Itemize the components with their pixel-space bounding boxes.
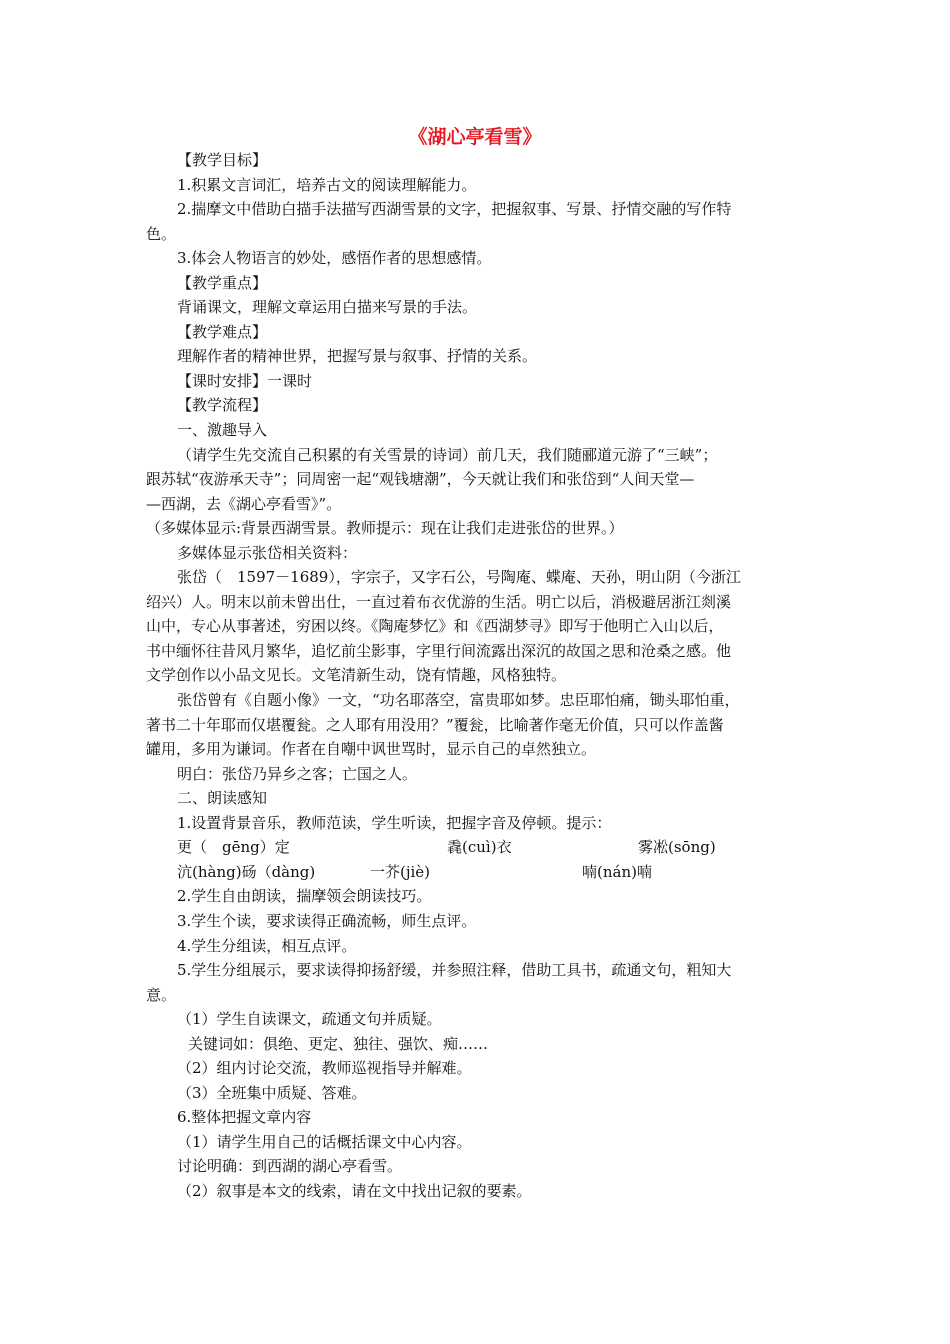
text-line: 绍兴）人。明末以前未曾出仕，一直过着布衣优游的生活。明亡以后，消极避居浙江剡溪 bbox=[146, 592, 732, 611]
text-line: 山中，专心从事著述，穷困以终。《陶庵梦忆》和《西湖梦寻》即写于他明亡入山以后， bbox=[146, 617, 724, 636]
pinyin-item: 雾凇(sōng) bbox=[638, 838, 716, 857]
text-line: 1.积累文言词汇，培养古文的阅读理解能力。 bbox=[177, 175, 477, 194]
pinyin-item: 沆(hàng)砀（dàng) bbox=[177, 862, 316, 881]
text-line: 2.揣摩文中借助白描手法描写西湖雪景的文字，把握叙事、写景、抒情交融的写作特 bbox=[177, 200, 732, 219]
text-line: 背诵课文，理解文章运用白描来写景的手法。 bbox=[177, 298, 478, 317]
pinyin-row bbox=[0, 860, 950, 885]
text-line: 【教学重点】 bbox=[177, 273, 268, 292]
text-line: 跟苏轼“夜游承天寺”；同周密一起“观钱塘潮”，今天就让我们和张岱到“人间天堂— bbox=[146, 470, 695, 489]
text-line: （2）组内讨论交流，教师巡视指导并解难。 bbox=[177, 1059, 472, 1078]
text-line: （1）请学生用自己的话概括课文中心内容。 bbox=[177, 1132, 472, 1151]
document-body bbox=[0, 148, 950, 1204]
pinyin-row bbox=[0, 835, 950, 860]
text-line: 明白：张岱乃异乡之客；亡国之人。 bbox=[177, 764, 418, 783]
text-line: 色。 bbox=[146, 224, 177, 243]
text-line: 3.学生个读，要求读得正确流畅，师生点评。 bbox=[177, 911, 477, 930]
text-line: 张岱曾有《自题小像》一文，“功名耶落空，富贵耶如梦。忠臣耶怕痛，锄头耶怕重， bbox=[177, 691, 740, 710]
text-line: 意。 bbox=[146, 985, 177, 1004]
text-line: 讨论明确：到西湖的湖心亭看雪。 bbox=[177, 1157, 403, 1176]
text-line: 理解作者的精神世界，把握写景与叙事、抒情的关系。 bbox=[177, 347, 538, 366]
pinyin-item: 更（ gēng）定 bbox=[177, 838, 290, 857]
text-line: 二、朗读感知 bbox=[177, 789, 268, 808]
text-line: 书中缅怀往昔风月繁华，追忆前尘影事，字里行间流露出深沉的故国之思和沧桑之感。他 bbox=[146, 641, 732, 660]
text-line: 【教学难点】 bbox=[177, 322, 268, 341]
text-line: 【教学目标】 bbox=[177, 151, 268, 169]
text-line: 3.体会人物语言的妙处，感悟作者的思想感情。 bbox=[177, 249, 492, 268]
text-line: （3）全班集中质疑、答难。 bbox=[177, 1083, 367, 1102]
pinyin-item: 一芥(jiè) bbox=[370, 862, 431, 881]
text-line: 4.学生分组读，相互点评。 bbox=[177, 936, 357, 955]
text-line: （请学生先交流自己积累的有关雪景的诗词）前几天，我们随郦道元游了“三峡”； bbox=[177, 445, 718, 464]
text-line: 文学创作以小品文见长。文笔清新生动，饶有情趣，风格独特。 bbox=[146, 666, 567, 685]
text-line: 张岱（ 1597－1689），字宗子，又字石公，号陶庵、蝶庵、天孙，明山阴（今浙江 bbox=[177, 568, 741, 587]
text-line: （2）叙事是本文的线索，请在文中找出记叙的要素。 bbox=[177, 1181, 532, 1200]
text-line: —西湖，去《湖心亭看雪》”。 bbox=[146, 494, 342, 513]
text-line: （1）学生自读课文，疏通文句并质疑。 bbox=[177, 1010, 442, 1029]
text-line: 1.设置背景音乐，教师范读，学生听读，把握字音及停顿。提示： bbox=[177, 813, 612, 832]
text-line: 关键词如：俱绝、更定、独往、强饮、痴…… bbox=[188, 1034, 489, 1053]
text-line: 6.整体把握文章内容 bbox=[177, 1108, 312, 1127]
pinyin-item: 毳(cuì)衣 bbox=[447, 838, 512, 857]
text-line: 一、激趣导入 bbox=[177, 421, 268, 440]
text-line: 罐用，多用为谦词。作者在自嘲中讽世骂时，显示自己的卓然独立。 bbox=[146, 740, 597, 759]
text-line: 【课时安排】一课时 bbox=[177, 371, 313, 390]
text-line: 5.学生分组展示，要求读得抑扬舒缓，并参照注释，借助工具书，疏通文句，粗知大 bbox=[177, 961, 732, 980]
text-line: 【教学流程】 bbox=[177, 396, 268, 415]
document-title: 《湖心亭看雪》 bbox=[408, 126, 542, 148]
pinyin-item: 喃(nán)喃 bbox=[582, 862, 652, 881]
text-line: （多媒体显示:背景西湖雪景。教师提示：现在让我们走进张岱的世界。） bbox=[146, 519, 624, 538]
text-line: 2.学生自由朗读，揣摩领会朗读技巧。 bbox=[177, 887, 432, 906]
text-line: 著书二十年耶而仅堪覆瓮。之人耶有用没用？”覆瓮，比喻著作毫无价值，只可以作盖酱 bbox=[146, 715, 724, 734]
text-line: 多媒体显示张岱相关资料： bbox=[177, 543, 358, 562]
